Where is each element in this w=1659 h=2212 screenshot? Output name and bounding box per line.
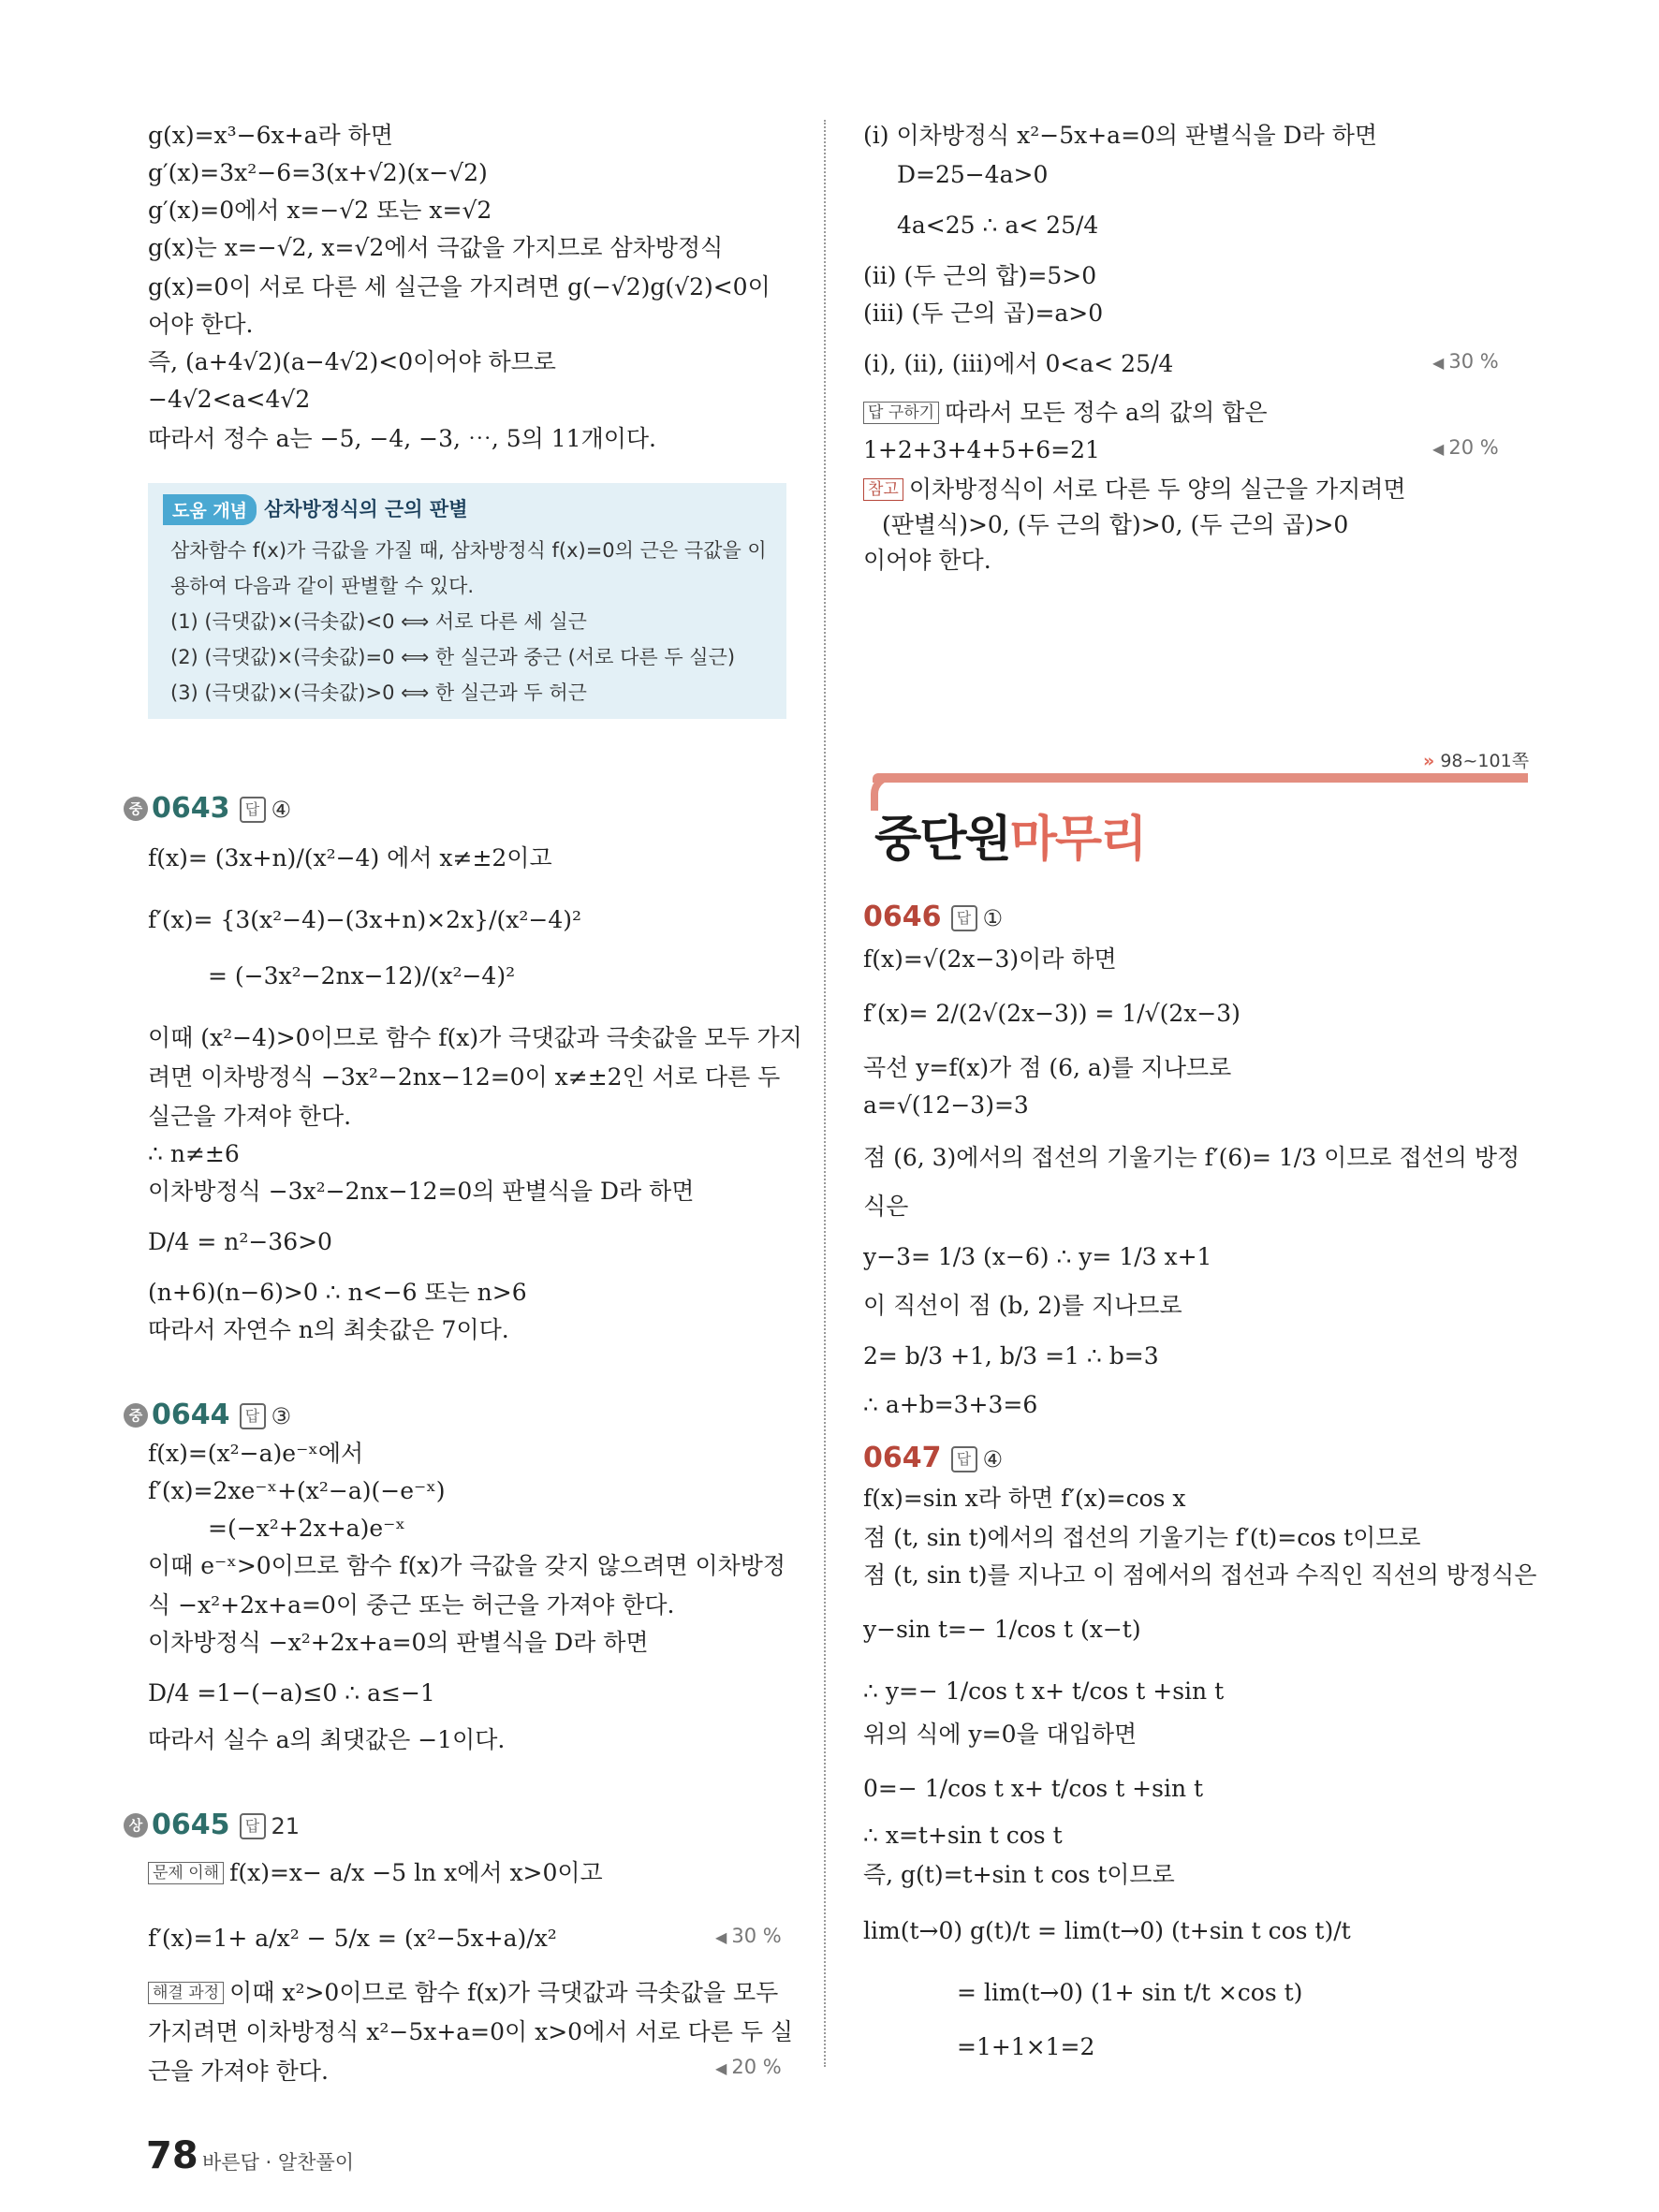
text: 이때 x²>0이므로 함수 f(x)가 극댓값과 극솟값을 모두 bbox=[229, 1979, 779, 2006]
text-line: 점 (t, sin t)에서의 접선의 기울기는 f′(t)=cos t이므로 bbox=[863, 1524, 1421, 1551]
answer-value: ③ bbox=[271, 1403, 292, 1429]
text-line: 근을 가져야 한다. bbox=[148, 2058, 329, 2085]
text-line: 이 직선이 점 (b, 2)를 지나므로 bbox=[863, 1292, 1182, 1319]
text-line: 위의 식에 y=0을 대입하면 bbox=[863, 1721, 1138, 1748]
tip-tag: 도움 개념 bbox=[163, 494, 257, 525]
understand-label: 문제 이해 bbox=[148, 1862, 224, 1884]
answer-value: ④ bbox=[271, 797, 292, 823]
text-line: f(x)=sin x라 하면 f′(x)=cos x bbox=[863, 1485, 1186, 1512]
text-line: 4a<25 ∴ a< 25/4 bbox=[897, 212, 1099, 239]
formula: f(x)=x− a/x −5 ln x에서 x>0이고 bbox=[229, 1859, 603, 1886]
text-line: (iii) (두 근의 곱)=a>0 bbox=[863, 300, 1104, 327]
concept-tip-box bbox=[148, 483, 786, 719]
score-label: ◀ 20 % bbox=[715, 2056, 782, 2078]
text-line: g′(x)=0에서 x=−√2 또는 x=√2 bbox=[148, 197, 492, 224]
text-line: ∴ n≠±6 bbox=[148, 1140, 240, 1167]
text-line: 가지려면 이차방정식 x²−5x+a=0이 x>0에서 서로 다른 두 실 bbox=[148, 2018, 794, 2045]
text-line: g(x)=0이 서로 다른 세 실근을 가지려면 g(−√2)g(√2)<0이 bbox=[148, 273, 771, 300]
problem-number: 0646 bbox=[863, 901, 942, 933]
problem-number: 0645 bbox=[152, 1809, 230, 1841]
text-line: f′(x)=2xe⁻ˣ+(x²−a)(−e⁻ˣ) bbox=[148, 1477, 446, 1504]
section-bar bbox=[873, 773, 1528, 783]
problem-0647-header bbox=[863, 1442, 1003, 1474]
text-line: 점 (6, 3)에서의 접선의 기울기는 f′(6)= 1/3 이므로 접선의 방정 bbox=[863, 1144, 1520, 1171]
section-title bbox=[874, 799, 1145, 870]
answer-mark-icon: 답 bbox=[240, 1813, 266, 1839]
text-line: (i) 이차방정식 x²−5x+a=0의 판별식을 D라 하면 bbox=[863, 122, 1378, 149]
text-line: 점 (t, sin t)를 지나고 이 점에서의 접선과 수직인 직선의 방정식은 bbox=[863, 1561, 1537, 1589]
text-line: −4√2<a<4√2 bbox=[148, 386, 311, 413]
text-line: 0=− 1/cos t x+ t/cos t +sin t bbox=[863, 1775, 1204, 1802]
text-line bbox=[863, 397, 1268, 429]
answer-mark-icon: 답 bbox=[240, 1403, 266, 1429]
text-line: 1+2+3+4+5+6=21 bbox=[863, 436, 1100, 463]
text-line: 이때 (x²−4)>0이므로 함수 f(x)가 극댓값과 극솟값을 모두 가지 bbox=[148, 1024, 802, 1051]
problem-0646-header bbox=[863, 901, 1003, 933]
page-number: 78 bbox=[146, 2134, 198, 2177]
difficulty-badge: 상 bbox=[124, 1813, 148, 1838]
text-line: (n+6)(n−6)>0 ∴ n<−6 또는 n>6 bbox=[148, 1279, 527, 1306]
text-line: 따라서 자연수 n의 최솟값은 7이다. bbox=[148, 1316, 509, 1343]
answer-value: 21 bbox=[271, 1813, 301, 1839]
text-line: D=25−4a>0 bbox=[897, 161, 1049, 188]
tip-title: 삼차방정식의 근의 판별 bbox=[264, 498, 468, 520]
text-line: g(x)는 x=−√2, x=√2에서 극값을 가지므로 삼차방정식 bbox=[148, 234, 724, 261]
text-line: D/4 = n²−36>0 bbox=[148, 1228, 332, 1255]
problem-0644-header bbox=[124, 1399, 291, 1431]
text-line: f(x)=(x²−a)e⁻ˣ에서 bbox=[148, 1440, 364, 1467]
difficulty-badge: 중 bbox=[124, 1403, 148, 1428]
text-line: f′(x)=1+ a/x² − 5/x = (x²−5x+a)/x² bbox=[148, 1925, 557, 1952]
note-label: 참고 bbox=[863, 478, 903, 501]
score-label: ◀ 30 % bbox=[1432, 350, 1499, 373]
text-line: 식 −x²+2x+a=0이 중근 또는 허근을 가져야 한다. bbox=[148, 1591, 675, 1619]
answer-mark-icon: 답 bbox=[951, 905, 977, 931]
text-line: 이때 e⁻ˣ>0이므로 함수 f(x)가 극값을 갖지 않으려면 이차방정 bbox=[148, 1552, 786, 1579]
problem-0645-header bbox=[124, 1809, 300, 1841]
tip-line: 용하여 다음과 같이 판별할 수 있다. bbox=[170, 575, 475, 597]
text: 따라서 모든 정수 a의 값의 합은 bbox=[945, 399, 1268, 426]
process-label: 해결 과정 bbox=[148, 1982, 224, 2004]
tip-line: 삼차함수 f(x)가 극값을 가질 때, 삼차방정식 f(x)=0의 근은 극값을 이 bbox=[170, 539, 767, 562]
section-title-red: 마무리 bbox=[1009, 812, 1146, 868]
text-line: 곡선 y=f(x)가 점 (6, a)를 지나므로 bbox=[863, 1054, 1232, 1081]
text-line: 즉, (a+4√2)(a−4√2)<0이어야 하므로 bbox=[148, 348, 556, 375]
text-line: 이어야 한다. bbox=[863, 547, 991, 574]
text-line: f′(x)= {3(x²−4)−(3x+n)×2x}/(x²−4)² bbox=[148, 906, 582, 933]
text-line: ∴ y=− 1/cos t x+ t/cos t +sin t bbox=[863, 1677, 1225, 1705]
text-line bbox=[148, 1857, 603, 1889]
text-line: 따라서 정수 a는 −5, −4, −3, ⋯, 5의 11개이다. bbox=[148, 425, 656, 452]
answer-step-label: 답 구하기 bbox=[863, 402, 939, 424]
score-label: ◀ 30 % bbox=[715, 1925, 782, 1947]
text-line: = lim(t→0) (1+ sin t/t ×cos t) bbox=[957, 1979, 1303, 2006]
column-divider bbox=[824, 120, 826, 2067]
page-reference bbox=[1423, 747, 1529, 772]
text-line: (판별식)>0, (두 근의 합)>0, (두 근의 곱)>0 bbox=[882, 511, 1349, 538]
tip-line: (3) (극댓값)×(극솟값)>0 ⟺ 한 실근과 두 허근 bbox=[170, 681, 587, 704]
text-line: 식은 bbox=[863, 1193, 909, 1220]
text-line: (ii) (두 근의 합)=5>0 bbox=[863, 262, 1097, 289]
text-line: 이차방정식 −x²+2x+a=0의 판별식을 D라 하면 bbox=[148, 1629, 649, 1656]
text-line: 어야 한다. bbox=[148, 311, 254, 338]
text-line: y−3= 1/3 (x−6) ∴ y= 1/3 x+1 bbox=[863, 1243, 1212, 1270]
answer-mark-icon: 답 bbox=[951, 1446, 977, 1472]
text-line: y−sin t=− 1/cos t (x−t) bbox=[863, 1616, 1141, 1643]
answer-mark-icon: 답 bbox=[240, 797, 266, 823]
text-line: f(x)= (3x+n)/(x²−4) 에서 x≠±2이고 bbox=[148, 844, 552, 872]
tip-line: (2) (극댓값)×(극솟값)=0 ⟺ 한 실근과 중근 (서로 다른 두 실근) bbox=[170, 646, 736, 668]
page-range: 98~101쪽 bbox=[1440, 751, 1530, 771]
text-line: =1+1×1=2 bbox=[957, 2033, 1095, 2060]
text-line: g(x)=x³−6x+a라 하면 bbox=[148, 122, 393, 149]
difficulty-badge: 중 bbox=[124, 797, 148, 821]
problem-number: 0643 bbox=[152, 792, 230, 825]
text-line: 려면 이차방정식 −3x²−2nx−12=0이 x≠±2인 서로 다른 두 bbox=[148, 1063, 781, 1091]
text-line: 따라서 실수 a의 최댓값은 −1이다. bbox=[148, 1726, 506, 1753]
answer-value: ① bbox=[982, 905, 1004, 931]
text-line bbox=[148, 1977, 778, 2009]
problem-number: 0647 bbox=[863, 1442, 942, 1474]
section-title-black: 중단원 bbox=[874, 812, 1010, 868]
text-line: = (−3x²−2nx−12)/(x²−4)² bbox=[208, 962, 516, 989]
text-line: =(−x²+2x+a)e⁻ˣ bbox=[208, 1515, 405, 1542]
double-chevron-icon: » bbox=[1423, 751, 1435, 771]
text-line: ∴ a+b=3+3=6 bbox=[863, 1391, 1038, 1418]
answer-value: ④ bbox=[982, 1446, 1004, 1472]
text-line: 2= b/3 +1, b/3 =1 ∴ b=3 bbox=[863, 1342, 1159, 1370]
problem-0643-header bbox=[124, 792, 291, 825]
text-line: ∴ x=t+sin t cos t bbox=[863, 1822, 1063, 1849]
text-line: a=√(12−3)=3 bbox=[863, 1091, 1029, 1119]
problem-number: 0644 bbox=[152, 1399, 230, 1431]
text-line: (i), (ii), (iii)에서 0<a< 25/4 bbox=[863, 350, 1174, 377]
text-line: 실근을 가져야 한다. bbox=[148, 1103, 352, 1130]
text-line: 즉, g(t)=t+sin t cos t이므로 bbox=[863, 1861, 1175, 1888]
text-line: 이차방정식 −3x²−2nx−12=0의 판별식을 D라 하면 bbox=[148, 1178, 695, 1205]
text-line: D/4 =1−(−a)≤0 ∴ a≤−1 bbox=[148, 1679, 435, 1707]
tip-line: (1) (극댓값)×(극솟값)<0 ⟺ 서로 다른 세 실근 bbox=[170, 610, 587, 633]
text-line: g′(x)=3x²−6=3(x+√2)(x−√2) bbox=[148, 159, 488, 186]
text-line: f′(x)= 2/(2√(2x−3)) = 1/√(2x−3) bbox=[863, 1000, 1241, 1027]
text-line bbox=[863, 474, 1406, 505]
text: 이차방정식이 서로 다른 두 양의 실근을 가지려면 bbox=[908, 476, 1406, 503]
text-line: f(x)=√(2x−3)이라 하면 bbox=[863, 945, 1117, 973]
text-line: lim(t→0) g(t)/t = lim(t→0) (t+sin t cos t)/t bbox=[863, 1917, 1351, 1944]
book-title: 바른답 · 알찬풀이 bbox=[202, 2151, 355, 2174]
score-label: ◀ 20 % bbox=[1432, 436, 1499, 459]
